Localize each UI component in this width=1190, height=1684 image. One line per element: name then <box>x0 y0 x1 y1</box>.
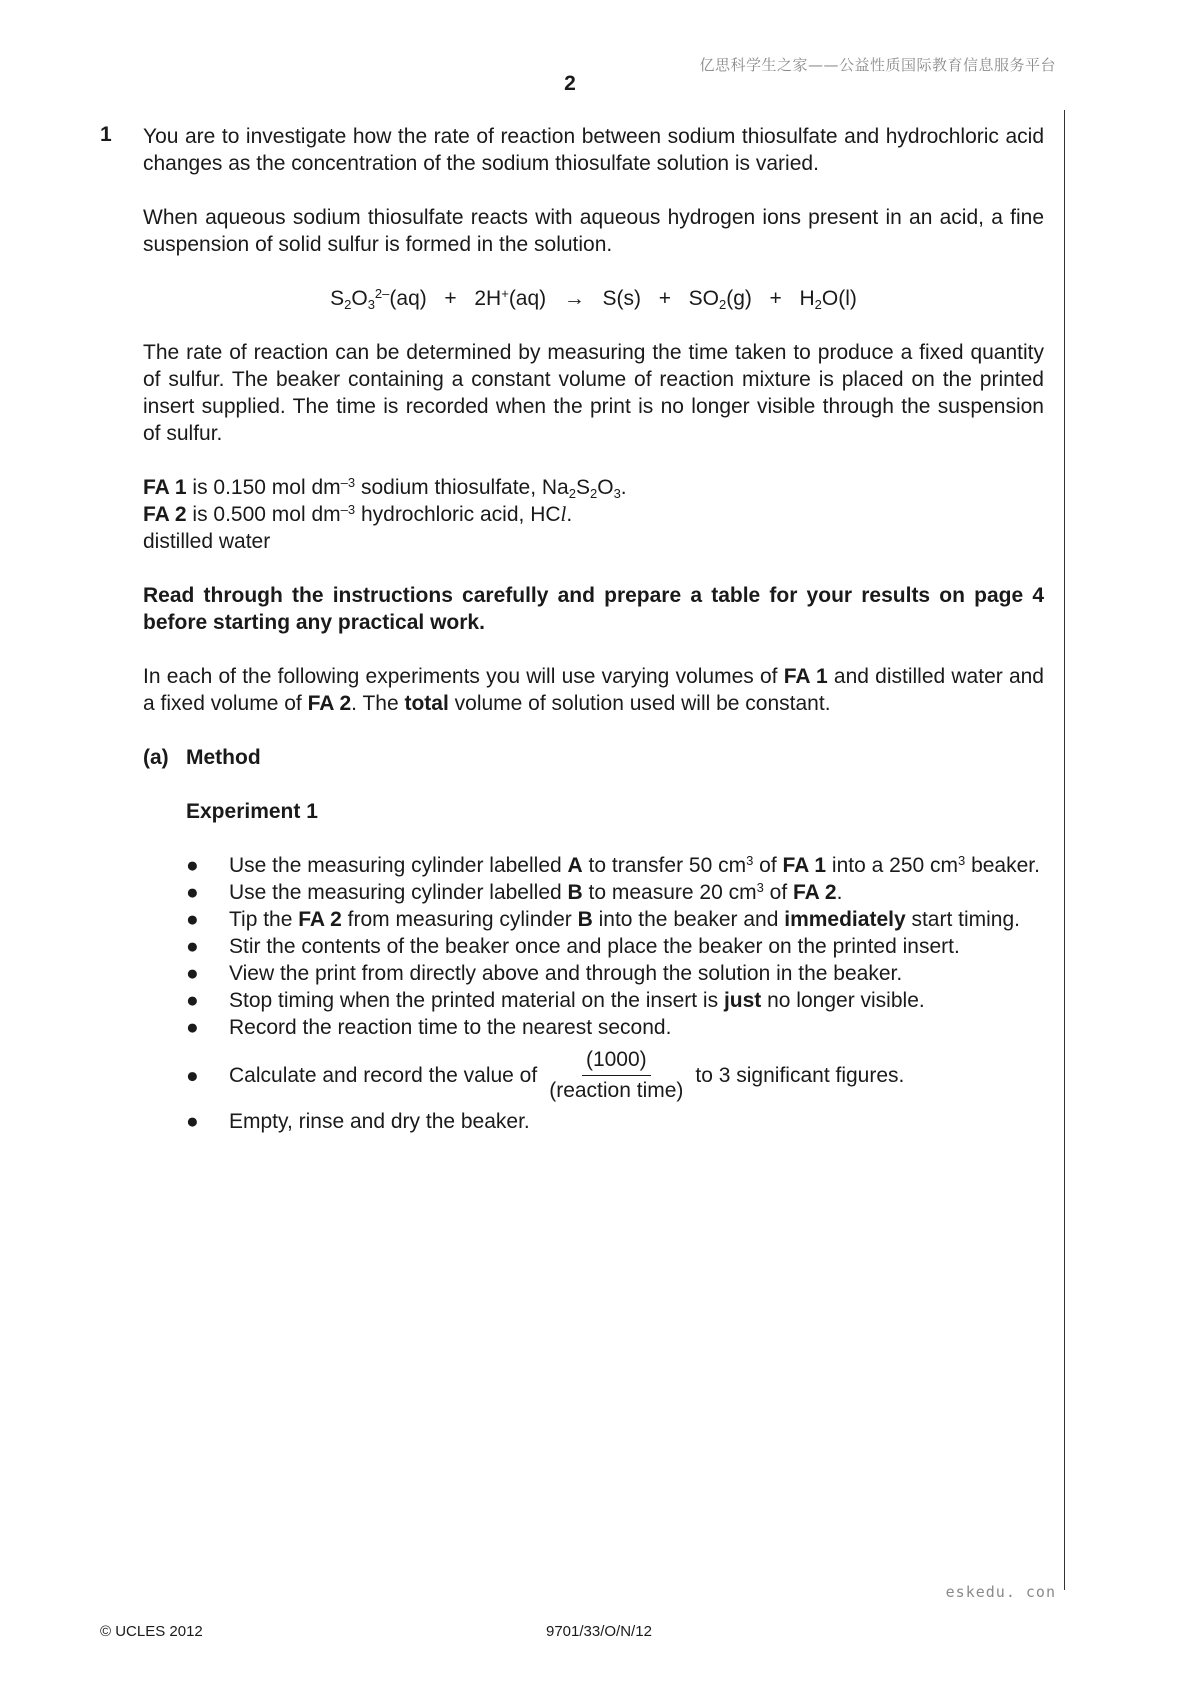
experiments-overview: In each of the following experiments you will use varying volumes of FA 1 and distilled water and a fixed volume of FA 2. The total volume of solution used will be constant. <box>143 665 1044 715</box>
intro-paragraph: You are to investigate how the rate of reaction between sodium thiosulfate and hydrochloric acid changes as the concentration of the sodium thiosulfate solution is varied. <box>143 125 1044 175</box>
footer-copyright: © UCLES 2012 <box>100 1623 203 1640</box>
instruction-bold: Read through the instructions carefully and prepare a table for your results on page 4 before starting any practical work. <box>143 584 1044 634</box>
bullet-icon: ● <box>186 962 199 985</box>
page-number: 2 <box>564 72 576 95</box>
list-item: ● Use the measuring cylinder labelled B to measure 20 $cm^3$ of FA 2. <box>186 880 843 904</box>
bullet-icon: ● <box>186 908 199 931</box>
bullet-icon: ● <box>186 989 199 1012</box>
rate-method-paragraph: The rate of reaction can be determined by measuring the time taken to produce a fixed quantity of sulfur. The beaker containing a constant volume of reaction mixture is placed on the printed insert supplied. The time is recorded when the print is no longer visible through the suspension of sulfur. <box>143 341 1044 445</box>
list-item: ● Use the measuring cylinder labelled A to transfer 50 $cm^3$ of FA 1 into a 250 $cm^3$ beaker. <box>186 853 1040 877</box>
reagent-fa2: FA 2 is 0.500 mol $dm^{-3}$ hydrochloric acid, HCl. <box>143 502 573 526</box>
margin-rule <box>1064 110 1065 1590</box>
bullet-icon: ● <box>186 1110 199 1133</box>
list-item: ● Calculate and record the value of $\frac{(1000)}{\text{(reaction time)}}$ to 3 significant figures. <box>186 1045 1044 1106</box>
list-item: ● Tip the FA 2 from measuring cylinder B into the beaker and immediately start timing. <box>186 908 1021 931</box>
reagent-fa1: FA 1 is 0.150 mol $dm^{-3}$ sodium thiosulfate, $Na_2S_2O_3$. <box>143 475 627 501</box>
fraction-denominator: (reaction time) <box>549 1079 684 1102</box>
reagent-list <box>143 474 1044 555</box>
fraction <box>545 1045 687 1106</box>
list-item: ● Stop timing when the printed material on the insert is just no longer visible. <box>186 989 925 1012</box>
list-item: ● Record the reaction time to the nearest second. <box>186 1016 672 1039</box>
list-item: ● Empty, rinse and dry the beaker. <box>186 1110 530 1133</box>
bullet-icon: ● <box>186 1016 199 1039</box>
bullet-icon: ● <box>186 935 199 958</box>
bullet-icon: ● <box>186 1064 199 1087</box>
experiment-1-title: Experiment 1 <box>186 800 318 823</box>
bullet-icon: ● <box>186 854 199 877</box>
question-body <box>143 123 1044 1135</box>
bullet-icon: ● <box>186 881 199 904</box>
footer-watermark: eskedu. con <box>945 1583 1056 1601</box>
list-item: ● View the print from directly above and through the solution in the beaker. <box>186 962 903 985</box>
reaction-description: When aqueous sodium thiosulfate reacts with aqueous hydrogen ions present in an acid, a fine suspension of solid sulfur is formed in the solution. <box>143 206 1044 256</box>
arrow-icon: → <box>563 287 585 310</box>
footer-paper-code: 9701/33/O/N/12 <box>546 1623 652 1640</box>
question-number: 1 <box>100 123 112 146</box>
experiment-1-steps <box>186 852 1044 1135</box>
reagent-water: distilled water <box>143 530 271 553</box>
header-watermark: 亿思科学生之家——公益性质国际教育信息服务平台 <box>699 56 1056 74</box>
list-item: ● Stir the contents of the beaker once and place the beaker on the printed insert. <box>186 935 960 958</box>
fraction-numerator: (1000) <box>582 1045 651 1076</box>
part-a-heading: (a) Method <box>143 746 261 769</box>
reaction-equation: $S_2O_3^{2-}(aq) + 2H^+(aq) \to S(s) + SO_2(g) + H_2O(l)$ <box>330 286 857 312</box>
